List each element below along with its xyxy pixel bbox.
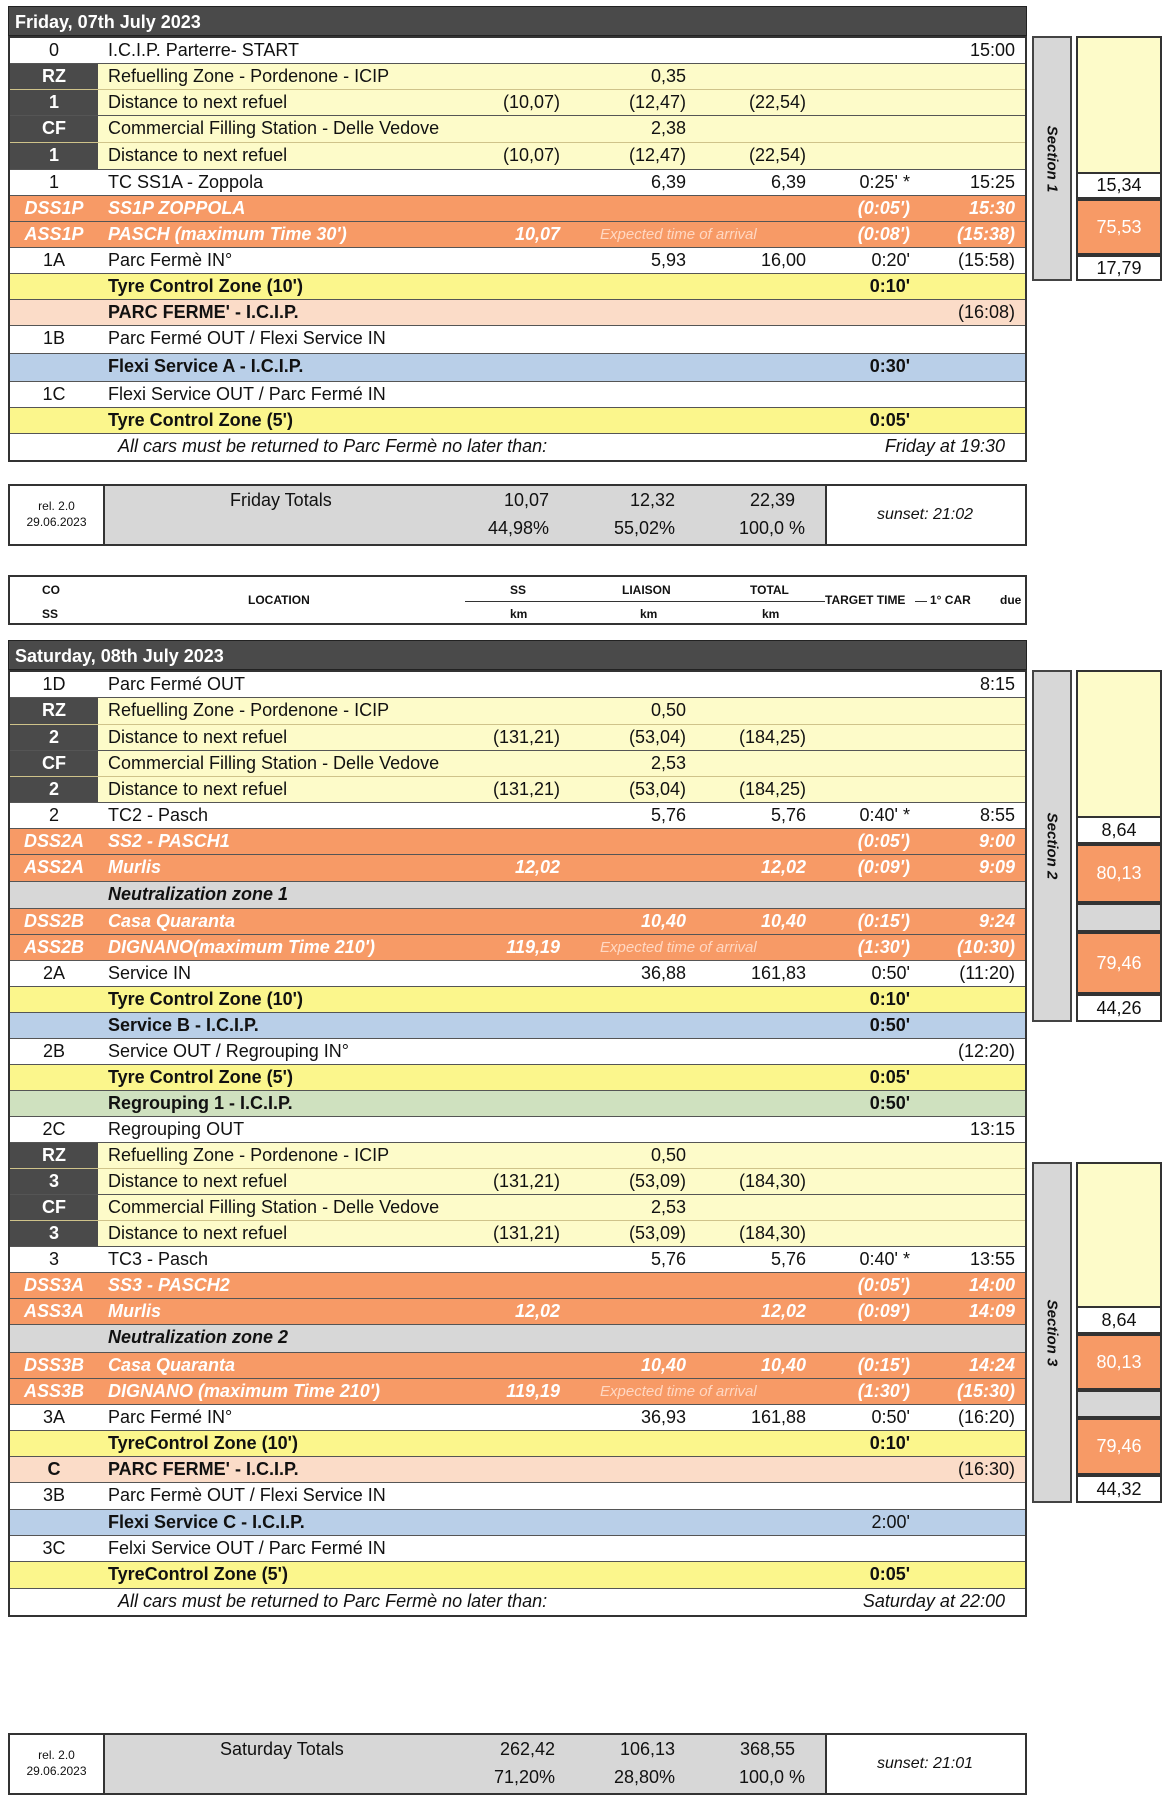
ss-km: (131,21) [492, 1171, 560, 1191]
friday-pct-liaison: 55,02% [613, 518, 675, 538]
total-km: (184,25) [738, 727, 806, 747]
control-code: RZ [10, 1143, 98, 1168]
itinerary-row [10, 1510, 1025, 1536]
control-code: DSS3B [23, 1355, 85, 1375]
itinerary-row [10, 90, 1025, 116]
control-code: 3B [42, 1485, 66, 1505]
location: Parc Fermé OUT [108, 674, 246, 694]
target-time: 0:20' [871, 250, 910, 270]
control-code: C [47, 1459, 61, 1479]
location: Casa Quaranta [108, 1355, 236, 1375]
itinerary-row [10, 987, 1025, 1013]
section-3-km-start: 8,64 [1076, 1306, 1162, 1334]
first-car-due: 15:25 [969, 172, 1015, 192]
location: TC2 - Pasch [108, 805, 209, 825]
location: PARC FERME' - I.C.I.P. [108, 1459, 299, 1479]
first-car-due: 15:30 [968, 198, 1015, 218]
control-code: 1A [42, 250, 66, 270]
first-car-due: (15:38) [956, 224, 1015, 244]
itinerary-row [10, 1562, 1025, 1589]
section-1-km-end: 17,79 [1076, 255, 1162, 281]
itinerary-row [10, 248, 1025, 274]
expected-arrival-note: Expected time of arrival [600, 939, 757, 956]
header-ss-short: SS [42, 607, 59, 621]
liaison-km: (12,47) [628, 92, 686, 112]
section-3-label-box [1032, 1162, 1072, 1503]
control-code: 3 [10, 1169, 98, 1194]
location: SS2 - PASCH1 [108, 831, 230, 851]
itinerary-row [10, 1457, 1025, 1483]
target-time: 0:05' [869, 1067, 910, 1087]
location: Parc Fermé OUT / Flexi Service IN [108, 328, 386, 348]
control-code: ASS2B [23, 937, 85, 957]
total-km: (22,54) [748, 145, 806, 165]
itinerary-row [10, 855, 1025, 882]
location: Flexi Service C - I.C.I.P. [108, 1512, 305, 1532]
first-car-due: (16:08) [957, 302, 1015, 322]
location: Tyre Control Zone (10') [108, 276, 303, 296]
itinerary-row [10, 1405, 1025, 1431]
saturday-pct-total: 100,0 % [738, 1767, 805, 1787]
control-code: 1 [48, 172, 59, 192]
total-km: (184,30) [738, 1223, 806, 1243]
itinerary-row [10, 961, 1025, 987]
liaison-km: 5,93 [650, 250, 686, 270]
first-car-due: 9:09 [978, 857, 1015, 877]
control-code: ASS3B [23, 1381, 85, 1401]
itinerary-row [10, 300, 1025, 326]
section-3-km-stage-a: 80,13 [1076, 1334, 1162, 1390]
friday-total-total: 22,39 [749, 490, 795, 510]
location: DIGNANO(maximum Time 210') [108, 937, 376, 957]
section-2-km-stage-a: 80,13 [1076, 844, 1162, 903]
itinerary-row [10, 1353, 1025, 1379]
saturday-sunset: sunset: 21:01 [876, 1755, 974, 1772]
control-code: RZ [10, 698, 98, 724]
friday-rel-date: 29.06.2023 [26, 515, 87, 529]
liaison-km: 0,35 [650, 66, 686, 86]
total-km: 16,00 [760, 250, 806, 270]
location: Refuelling Zone - Pordenone - ICIP [108, 66, 390, 86]
first-car-due: 8:15 [979, 674, 1015, 694]
location: Tyre Control Zone (10') [108, 989, 303, 1009]
itinerary-row [10, 1065, 1025, 1091]
header-ss-km: km [510, 607, 528, 621]
location: PASCH (maximum Time 30') [108, 224, 347, 244]
saturday-totals-label: Saturday Totals [220, 1739, 344, 1759]
saturday-pct-liaison: 28,80% [613, 1767, 675, 1787]
control-code: 1B [42, 328, 66, 348]
control-code: 2C [42, 1119, 66, 1139]
first-car-due: 15:00 [969, 40, 1015, 60]
location: Distance to next refuel [108, 1223, 288, 1243]
section-1-label-box [1032, 36, 1072, 281]
first-car-due: (10:30) [956, 937, 1015, 957]
location: Commercial Filling Station - Delle Vedove [108, 753, 440, 773]
control-code: 1 [10, 90, 98, 115]
header-ss: SS [510, 583, 527, 597]
control-code: ASS2A [23, 857, 85, 877]
itinerary-row [10, 170, 1025, 196]
friday-total-ss: 10,07 [503, 490, 549, 510]
itinerary-row [10, 1247, 1025, 1273]
control-code: 3 [10, 1221, 98, 1246]
itinerary-row [10, 382, 1025, 408]
location: Commercial Filling Station - Delle Vedove [108, 118, 440, 138]
section-3-km-stage-b: 79,46 [1076, 1418, 1162, 1475]
first-car-due: 9:00 [978, 831, 1015, 851]
header-total-km: km [762, 607, 780, 621]
itinerary-row [10, 1091, 1025, 1117]
liaison-km: 36,93 [640, 1407, 686, 1427]
target-time: 0:10' [869, 989, 910, 1009]
target-time: (0:05') [857, 1275, 910, 1295]
location: Felxi Service OUT / Parc Fermé IN [108, 1538, 386, 1558]
target-time: 2:00' [871, 1512, 910, 1532]
header-first-car: 1° CAR [930, 593, 971, 607]
target-time: (1:30') [857, 937, 910, 957]
control-code: 2A [42, 963, 66, 983]
target-time: 0:50' [869, 1093, 910, 1113]
location: Regrouping OUT [108, 1119, 245, 1139]
friday-rel: rel. 2.0 [38, 499, 75, 513]
first-car-due: (15:58) [957, 250, 1015, 270]
target-time: 0:50' [871, 1407, 910, 1427]
itinerary-row [10, 1379, 1025, 1405]
itinerary-row [10, 1589, 1025, 1615]
section-2-label-box [1032, 670, 1072, 1022]
header-total: TOTAL [750, 583, 789, 597]
target-time: 0:50' [869, 1015, 910, 1035]
target-time: 0:05' [869, 1564, 910, 1584]
section-1-label: Section 1 [1043, 125, 1061, 192]
control-code: 1C [42, 384, 66, 404]
first-car-due: Friday at 19:30 [884, 436, 1005, 456]
control-code: ASS1P [24, 224, 84, 244]
itinerary-row [10, 64, 1025, 90]
friday-pct-total: 100,0 % [738, 518, 805, 538]
first-car-due: (16:20) [957, 1407, 1015, 1427]
location: Parc Fermè IN° [108, 250, 233, 270]
itinerary-row [10, 751, 1025, 777]
itinerary-row [10, 909, 1025, 935]
liaison-km: 10,40 [640, 1355, 686, 1375]
total-km: 161,88 [750, 1407, 806, 1427]
location: I.C.I.P. Parterre- START [108, 40, 300, 60]
total-km: 5,76 [770, 805, 806, 825]
target-time: (0:09') [857, 1301, 910, 1321]
control-code: 2 [10, 777, 98, 802]
section-1-km-start: 15,34 [1076, 172, 1162, 199]
itinerary-row [10, 1039, 1025, 1065]
location: PARC FERME' - I.C.I.P. [108, 302, 299, 322]
location: TC SS1A - Zoppola [108, 172, 264, 192]
first-car-due: Saturday at 22:00 [862, 1591, 1005, 1611]
location: Murlis [108, 857, 162, 877]
saturday-total-ss: 262,42 [499, 1739, 555, 1759]
location: SS1P ZOPPOLA [108, 198, 246, 218]
location: Distance to next refuel [108, 1171, 288, 1191]
total-km: 10,40 [760, 911, 806, 931]
liaison-km: (53,04) [628, 779, 686, 799]
first-car-due: 14:00 [968, 1275, 1015, 1295]
expected-arrival-note: Expected time of arrival [600, 226, 757, 243]
target-time: (1:30') [857, 1381, 910, 1401]
itinerary-row [10, 1431, 1025, 1457]
location: TyreControl Zone (5') [108, 1564, 288, 1584]
itinerary-row [10, 143, 1025, 170]
saturday-pct-ss: 71,20% [493, 1767, 555, 1787]
location: SS3 - PASCH2 [108, 1275, 230, 1295]
target-time: 0:05' [869, 410, 910, 430]
target-time: 0:30' [869, 356, 910, 376]
section-2-label: Section 2 [1043, 812, 1061, 880]
control-code: DSS3A [23, 1275, 85, 1295]
liaison-km: 36,88 [640, 963, 686, 983]
target-time: (0:05') [857, 831, 910, 851]
friday-total-liaison: 12,32 [629, 490, 675, 510]
itinerary-row [10, 803, 1025, 829]
control-code: 2B [42, 1041, 66, 1061]
control-code: 2 [48, 805, 59, 825]
location: Distance to next refuel [108, 727, 288, 747]
control-code: RZ [10, 64, 98, 89]
itinerary-row [10, 38, 1025, 64]
saturday-total-liaison: 106,13 [619, 1739, 675, 1759]
first-car-due: (16:30) [957, 1459, 1015, 1479]
location: Neutralization zone 1 [108, 884, 289, 904]
target-time: 0:40' * [859, 805, 910, 825]
control-code: 1D [42, 674, 66, 694]
control-code: 3C [42, 1538, 66, 1558]
location: Distance to next refuel [108, 92, 288, 112]
itinerary-row [10, 1195, 1025, 1221]
target-time: 0:50' [871, 963, 910, 983]
itinerary-row [10, 777, 1025, 803]
ss-km: (10,07) [502, 92, 560, 112]
target-time: 0:10' [869, 276, 910, 296]
first-car-due: (15:30) [956, 1381, 1015, 1401]
control-code: 3 [48, 1249, 59, 1269]
location: Murlis [108, 1301, 162, 1321]
location: Service B - I.C.I.P. [108, 1015, 259, 1035]
first-car-due: 13:15 [969, 1119, 1015, 1139]
itinerary-row [10, 698, 1025, 725]
liaison-km: 2,53 [650, 753, 686, 773]
control-code: 0 [48, 40, 59, 60]
total-km: 6,39 [770, 172, 806, 192]
total-km: 10,40 [760, 1355, 806, 1375]
location: Flexi Service A - I.C.I.P. [108, 356, 304, 376]
header-target-time: TARGET TIME [825, 593, 906, 607]
itinerary-row [10, 1299, 1025, 1325]
itinerary-row [10, 354, 1025, 382]
location: Tyre Control Zone (5') [108, 1067, 293, 1087]
liaison-km: (12,47) [628, 145, 686, 165]
itinerary-row [10, 672, 1025, 698]
location: Service IN [108, 963, 192, 983]
target-time: (0:08') [857, 224, 910, 244]
location: Casa Quaranta [108, 911, 236, 931]
itinerary-row [10, 326, 1025, 354]
section-2-km-start: 8,64 [1076, 816, 1162, 844]
section-3-label: Section 3 [1043, 1299, 1061, 1366]
header-due: due [1000, 593, 1022, 607]
location: Distance to next refuel [108, 145, 288, 165]
itinerary-row [10, 829, 1025, 855]
total-km: (184,30) [738, 1171, 806, 1191]
first-car-due: 8:55 [979, 805, 1015, 825]
header-liaison: LIAISON [622, 583, 671, 597]
ss-km: (131,21) [492, 727, 560, 747]
itinerary-row [10, 1273, 1025, 1299]
location: Tyre Control Zone (5') [108, 410, 293, 430]
liaison-km: 0,50 [650, 1145, 686, 1165]
total-km: 12,02 [760, 1301, 806, 1321]
location: Flexi Service OUT / Parc Fermé IN [108, 384, 386, 404]
first-car-due: (11:20) [959, 963, 1015, 983]
ss-km: 12,02 [514, 857, 560, 877]
section-3-km-end: 44,32 [1076, 1475, 1162, 1503]
friday-totals [8, 484, 1027, 546]
itinerary-row [10, 1169, 1025, 1195]
control-code: 2 [10, 725, 98, 750]
control-code: CF [10, 751, 98, 776]
itinerary-row [10, 274, 1025, 300]
liaison-km: (53,09) [628, 1223, 686, 1243]
ss-km: 119,19 [506, 937, 560, 957]
control-code: 1 [10, 143, 98, 169]
location: TyreControl Zone (10') [108, 1433, 298, 1453]
liaison-km: 0,50 [650, 700, 686, 720]
location: TC3 - Pasch [108, 1249, 209, 1269]
liaison-km: 10,40 [640, 911, 686, 931]
ss-km: (10,07) [502, 145, 560, 165]
location: Refuelling Zone - Pordenone - ICIP [108, 1145, 390, 1165]
column-header [8, 575, 1027, 625]
liaison-km: (53,04) [628, 727, 686, 747]
friday-header: Friday, 07th July 2023 [8, 6, 1027, 36]
location: Commercial Filling Station - Delle Vedove [108, 1197, 440, 1217]
section-1-km-stage: 75,53 [1076, 199, 1162, 255]
itinerary-row [10, 882, 1025, 909]
target-time: (0:15') [857, 1355, 910, 1375]
control-code: CF [10, 1195, 98, 1220]
target-time: (0:09') [857, 857, 910, 877]
saturday-header: Saturday, 08th July 2023 [8, 640, 1027, 670]
itinerary-row [10, 196, 1025, 222]
control-code: DSS2B [23, 911, 85, 931]
ss-km: (131,21) [492, 1223, 560, 1243]
target-time: 0:40' * [859, 1249, 910, 1269]
total-km: (22,54) [748, 92, 806, 112]
friday-pct-ss: 44,98% [487, 518, 549, 538]
header-liaison-km: km [640, 607, 658, 621]
location: Service OUT / Regrouping IN° [108, 1041, 349, 1061]
itinerary-row [10, 1013, 1025, 1039]
header-location: LOCATION [248, 593, 310, 607]
liaison-km: 2,53 [650, 1197, 686, 1217]
first-car-due: 14:09 [968, 1301, 1015, 1321]
friday-totals-label: Friday Totals [230, 490, 332, 510]
liaison-km: 6,39 [650, 172, 686, 192]
ss-km: 119,19 [506, 1381, 560, 1401]
itinerary-row [10, 935, 1025, 961]
liaison-km: (53,09) [628, 1171, 686, 1191]
itinerary-row [10, 725, 1025, 751]
first-car-due: 9:24 [978, 911, 1015, 931]
first-car-due: 13:55 [969, 1249, 1015, 1269]
location: Distance to next refuel [108, 779, 288, 799]
location: Refuelling Zone - Pordenone - ICIP [108, 700, 390, 720]
header-co: CO [42, 583, 60, 597]
first-car-due: 14:24 [968, 1355, 1015, 1375]
friday-itinerary-table [8, 36, 1027, 462]
total-km: 12,02 [760, 857, 806, 877]
control-code: ASS3A [23, 1301, 85, 1321]
location: Parc Fermè OUT / Flexi Service IN [108, 1485, 386, 1505]
friday-sunset: sunset: 21:02 [876, 506, 974, 523]
target-time: (0:05') [857, 198, 910, 218]
itinerary-row [10, 1117, 1025, 1143]
saturday-rel: rel. 2.0 [38, 1748, 75, 1762]
ss-km: 12,02 [514, 1301, 560, 1321]
control-code: CF [10, 116, 98, 142]
itinerary-row [10, 1143, 1025, 1169]
control-code: DSS1P [24, 198, 84, 218]
itinerary-row [10, 1536, 1025, 1562]
control-code: DSS2A [23, 831, 85, 851]
ss-km: (131,21) [492, 779, 560, 799]
ss-km: 10,07 [514, 224, 560, 244]
saturday-totals [8, 1733, 1027, 1795]
saturday-rel-date: 29.06.2023 [26, 1764, 87, 1778]
liaison-km: 5,76 [650, 805, 686, 825]
location: All cars must be returned to Parc Fermè no later than: [118, 436, 548, 456]
itinerary-row [10, 222, 1025, 248]
section-2-km-end: 44,26 [1076, 994, 1162, 1022]
itinerary-row [10, 1325, 1025, 1353]
itinerary-row [10, 116, 1025, 143]
total-km: 5,76 [770, 1249, 806, 1269]
total-km: 161,83 [750, 963, 806, 983]
liaison-km: 5,76 [650, 1249, 686, 1269]
itinerary-row [10, 1221, 1025, 1247]
itinerary-row [10, 434, 1025, 460]
expected-arrival-note: Expected time of arrival [600, 1383, 757, 1400]
saturday-total-total: 368,55 [739, 1739, 795, 1759]
itinerary-row [10, 408, 1025, 434]
location: Regrouping 1 - I.C.I.P. [108, 1093, 293, 1113]
itinerary-row [10, 1483, 1025, 1510]
liaison-km: 2,38 [650, 118, 686, 138]
total-km: (184,25) [738, 779, 806, 799]
target-time: 0:25' * [859, 172, 910, 192]
target-time: 0:10' [869, 1433, 910, 1453]
control-code: 3A [42, 1407, 66, 1427]
first-car-due: (12:20) [957, 1041, 1015, 1061]
location: All cars must be returned to Parc Fermè no later than: [118, 1591, 548, 1611]
target-time: (0:15') [857, 911, 910, 931]
location: Parc Fermé IN° [108, 1407, 233, 1427]
saturday-itinerary-table [8, 670, 1027, 1617]
location: Neutralization zone 2 [108, 1327, 289, 1347]
section-2-km-stage-b: 79,46 [1076, 932, 1162, 994]
location: DIGNANO (maximum Time 210') [108, 1381, 381, 1401]
